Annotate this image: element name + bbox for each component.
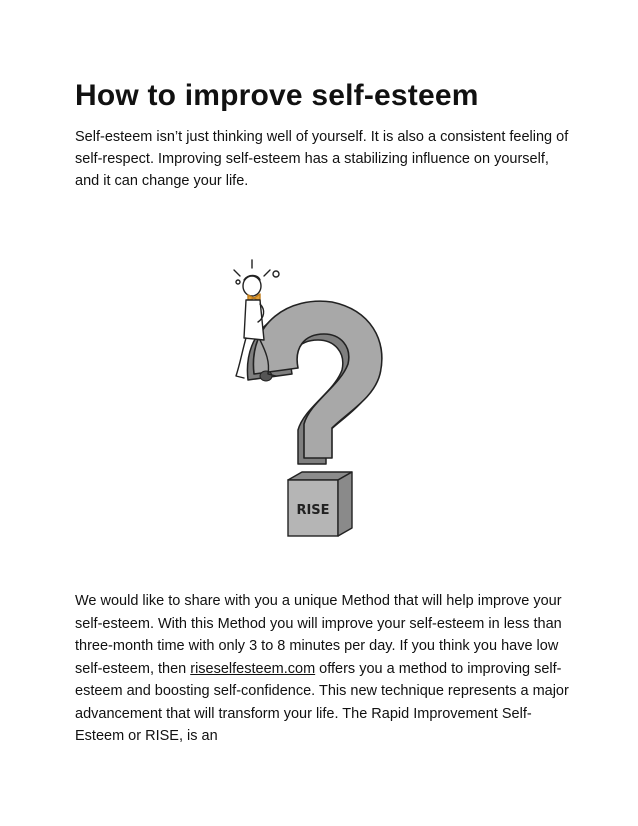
question-mark-front <box>253 301 381 458</box>
body-text-before-link: We would like to share with you a unique Method that will help improve your self-esteem. With this Method you will improve your self-esteem in less than three-month time with only 3 to 8 minutes per day. If you think you have low self-esteem, then <box>75 593 562 677</box>
rise-box-label: RISE <box>296 503 330 518</box>
question-mark-illustration <box>220 252 390 552</box>
riseselfesteem-link[interactable]: riseselfesteem.com <box>190 660 316 677</box>
document-page <box>75 78 575 192</box>
body-paragraph <box>75 590 575 748</box>
page-title: How to improve self-esteem <box>75 79 479 112</box>
rise-box-side <box>338 472 352 536</box>
intro-paragraph: Self-esteem isn’t just thinking well of yourself. It is also a consistent feeling of self-respect. Improving self-esteem has a stabilizing influence on yourself, and it can change your life. <box>75 129 569 189</box>
question-mark-drawing <box>220 252 390 552</box>
body-text-after-link: offers you a method to improving self-esteem and boosting self-confidence. This new technique represents a major advancement that will transform your life. The Rapid Improvement Self-Esteem or RISE, is an <box>75 660 569 744</box>
